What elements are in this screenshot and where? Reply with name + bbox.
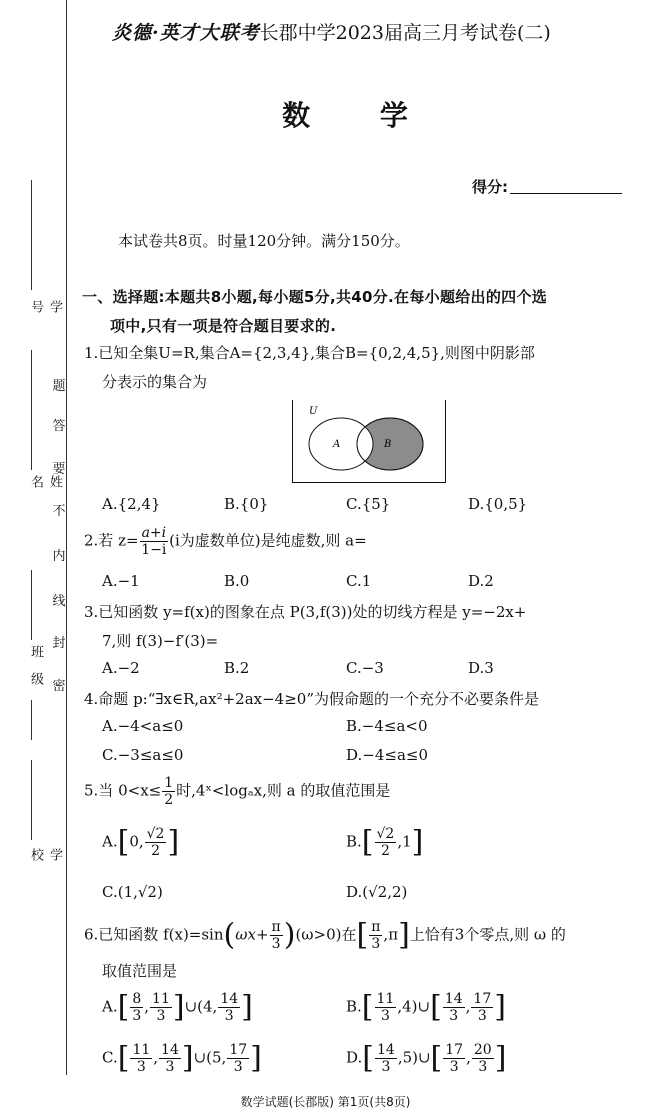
page-footer: 数学试题(长郡版) 第1页(共8页) [240,1095,411,1109]
q5-option-b[interactable]: B.[ $\frac{√2}{2}$ ,1] [346,824,424,860]
seal-char: 封 [52,636,66,651]
q3-option-b[interactable]: B.2 [224,659,250,677]
student-id-label: 学号 [28,300,62,327]
q1-option-a[interactable]: A.{2,4} [102,495,161,513]
name-label: 姓名 [28,475,62,502]
page-title: 数 学 [282,99,438,132]
question-3-cont: 7,则 f(3)−f′(3)= [102,632,219,650]
q6-option-b[interactable]: B.[ $\frac{11}{3}$ ,4)∪[ $\frac{14}{3}$ , $\frac{17}{3}$ ] [346,989,506,1025]
section-heading-line: 项中,只有一项是符合题目要求的. [110,317,337,335]
exam-brand: 炎德·英才大联考 [112,22,260,44]
seal-char: 题 [52,379,66,394]
q5-option-a[interactable]: A.[0, $\frac{√2}{2}$ ] [102,824,180,860]
score-field[interactable] [472,176,622,197]
q1-option-d[interactable]: D.{0,5} [468,495,528,513]
q1-option-c[interactable]: C.{5} [346,495,391,513]
q4-option-c[interactable]: C.−3≤a≤0 [102,746,184,764]
question-6: 6.已知函数 f(x)=sin(ωx+ $\frac{\pi}{3}$ )(ω>0)在[ $\frac{\pi}{3}$ ,π]上恰有3个零点,则 ω 的 [84,917,566,953]
q4-option-a[interactable]: A.−4<a≤0 [102,717,184,735]
venn-diagram [292,400,446,483]
q2-option-d[interactable]: D.2 [468,572,494,590]
school-field[interactable] [26,760,62,900]
q3-option-a[interactable]: A.−2 [102,659,140,677]
q3-option-d[interactable]: D.3 [468,659,494,677]
set-a-label: A [333,439,341,450]
school-label: 学校 [28,848,62,875]
q4-option-d[interactable]: D.−4≤a≤0 [346,746,428,764]
name-field[interactable] [26,350,62,520]
q3-option-c[interactable]: C.−3 [346,659,384,677]
q2-option-c[interactable]: C.1 [346,572,372,590]
q5-option-d[interactable]: D.(√2,2) [346,883,408,901]
question-1-cont: 分表示的集合为 [102,373,208,391]
seal-char: 线 [52,594,66,609]
seal-char: 不 [52,504,66,519]
section-heading [82,283,642,341]
score-label: 得分: [472,178,508,196]
class-field[interactable] [26,570,43,740]
q6-option-a[interactable]: A.[ $\frac{8}{3}$ , $\frac{11}{3}$ ]∪(4, $\frac{14}{3}$ ] [102,989,253,1025]
question-4: 4.命题 p:“∃x∈R,ax²+2ax−4≥0”为假命题的一个充分不必要条件是 [84,690,539,708]
q2-option-a[interactable]: A.−1 [102,572,140,590]
class-label: 班级 [28,645,43,699]
student-id-field[interactable] [26,180,62,350]
seal-char: 答 [52,419,66,434]
question-6-cont: 取值范围是 [102,962,178,980]
q2-fraction: $\frac{a+i}{1-i}$ [141,525,167,558]
seal-char: 密 [52,679,66,694]
question-2: 2.若 z= $\frac{a+i}{1-i}$ (i为虚数单位)是纯虚数,则 a= [84,525,367,558]
seal-char: 内 [52,549,66,564]
q6-option-c[interactable]: C.[ $\frac{11}{3}$ , $\frac{14}{3}$ ]∪(5, $\frac{17}{3}$ ] [102,1040,262,1076]
q6-option-d[interactable]: D.[ $\frac{14}{3}$ ,5)∪[ $\frac{17}{3}$ , $\frac{20}{3}$ ] [346,1040,507,1076]
question-3: 3.已知函数 y=f(x)的图象在点 P(3,f(3))处的切线方程是 y=−2x+ [84,603,527,621]
exam-name: 长郡中学2023届高三月考试卷(二) [259,22,551,44]
exam-intro: 本试卷共8页。时量120分钟。满分150分。 [118,232,410,250]
set-b-label: B [384,439,392,450]
binding-line [66,0,67,1075]
section-heading-line: 一、选择题:本题共8小题,每小题5分,共40分.在每小题给出的四个选 [82,288,548,306]
q4-option-b[interactable]: B.−4≤a<0 [346,717,428,735]
q5-fraction: $\frac{1}{2}$ [164,775,174,808]
question-5: 5.当 0<x≤ $\frac{1}{2}$ 时,4ˣ<logₐx,则 a 的取值范围是 [84,775,391,808]
question-1: 1.已知全集U=R,集合A={2,3,4},集合B={0,2,4,5},则图中阴影部 [84,344,535,362]
score-blank[interactable] [510,193,622,194]
seal-char: 要 [52,462,66,477]
q1-option-b[interactable]: B.{0} [224,495,269,513]
q5-option-c[interactable]: C.(1,√2) [102,883,163,901]
exam-header [112,18,622,45]
q2-option-b[interactable]: B.0 [224,572,250,590]
universal-set-label: U [309,406,318,417]
